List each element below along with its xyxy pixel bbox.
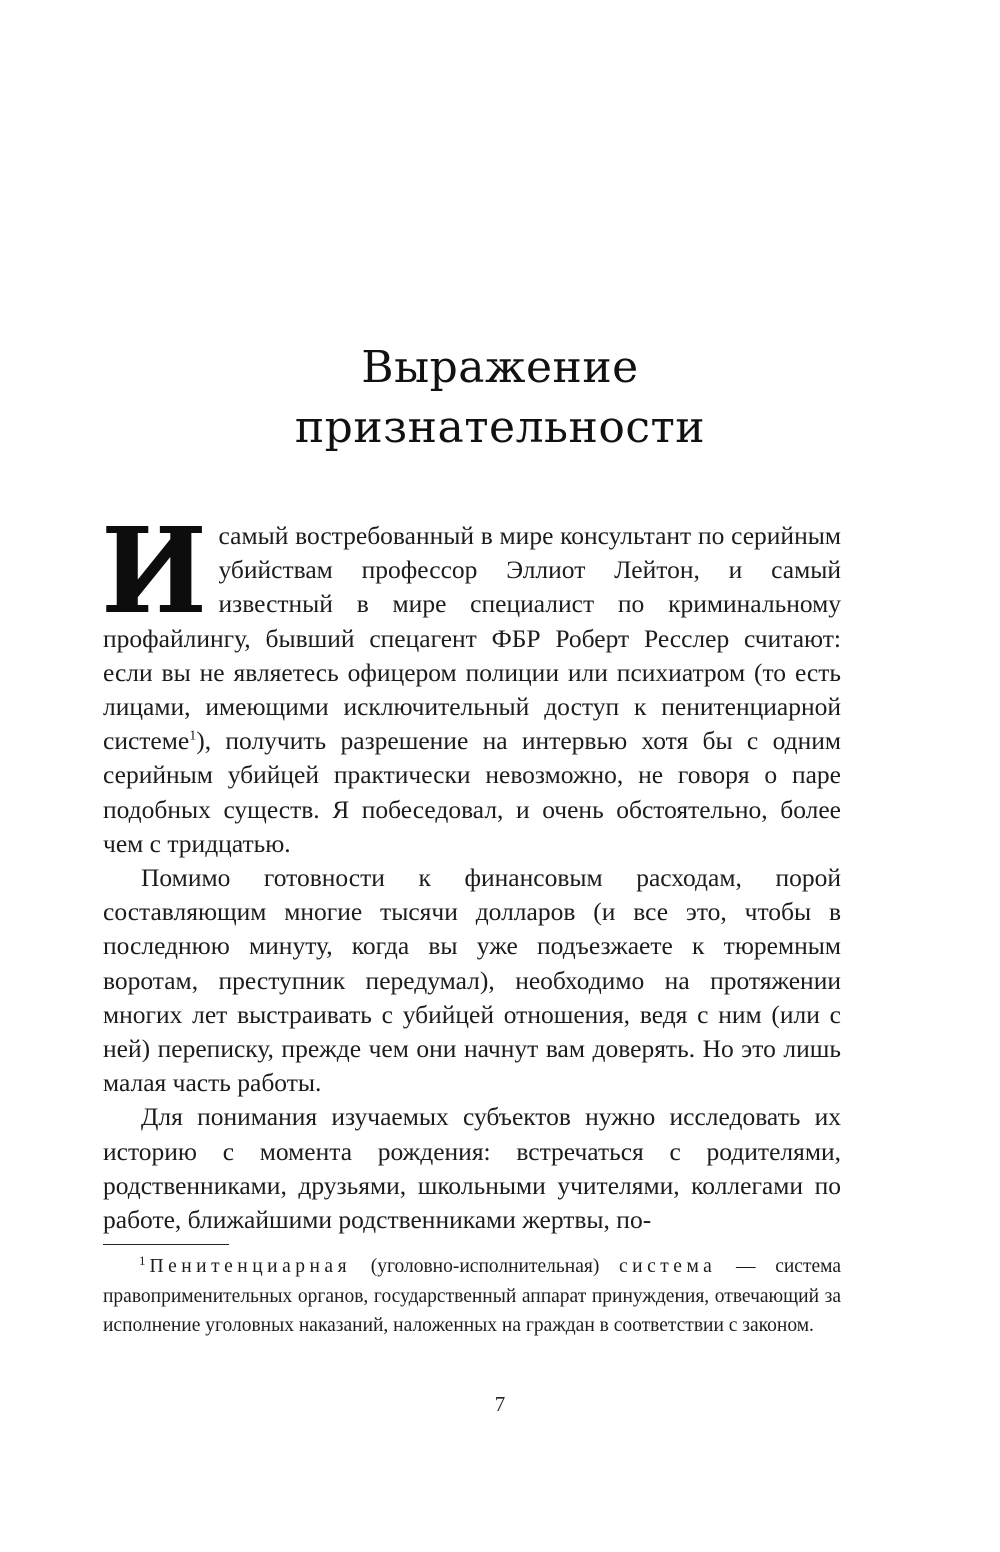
drop-cap: И — [101, 501, 207, 640]
paragraph-1-text-b: ), получить разрешение на интервью хотя бы с одним серийным убийцей практически невозможно, не говоря о паре подобных существ. Я побеседовал, и очень обстоятельно, более чем с тридцатью. — [103, 726, 841, 858]
page-number: 7 — [494, 1392, 506, 1416]
paragraph-2: Помимо готовности к финансовым расходам, порой составляющим многие тысячи долларов (и все это, чтобы в последнюю минуту, когда вы уже подъезжаете к тюремным воротам, преступник передумал), необходимо на протяжении многих лет выстраивать с убийцей отношения, ведя с ним (или с ней) переписку, прежде чем они начнут вам доверять. Но это лишь малая часть работы. — [103, 863, 841, 1098]
footnote-1 — [103, 1252, 841, 1341]
footnote-term-1: Пенитенциарная — [149, 1256, 352, 1277]
body-text — [101, 501, 841, 1237]
footnote-divider — [103, 1244, 229, 1245]
footnotes — [103, 1252, 841, 1341]
paragraph-1 — [101, 501, 841, 861]
chapter-title-line-1: Выражение — [361, 342, 639, 393]
footnote-term-2: система — [619, 1256, 717, 1277]
chapter-title — [0, 338, 1000, 458]
chapter-title-line-2: признательности — [294, 402, 706, 453]
footnote-middle: (уголовно-исполнительная) — [351, 1256, 620, 1277]
footnote-reference[interactable]: 1 — [189, 728, 197, 744]
footnote-number: 1 — [139, 1252, 146, 1268]
paragraph-3: Для понимания изучаемых субъектов нужно исследовать их историю с момента рождения: встречаться с родителями, родственниками, друзьями, школьными учителями, коллегами по работе, ближайшими родственниками жертвы, по- — [103, 1102, 841, 1235]
paragraph-1-text-a: самый востребованный в мире консультант по серийным убийствам профессор Эллиот Лейтон, и самый известный в мире специалист по криминальному профайлингу, бывший спецагент ФБР Роберт Ресслер считают: если вы не являетесь офицером полиции или психиатром (то есть лицами, имеющими исключительный доступ к пенитенциарной системе — [103, 521, 841, 756]
footnote-definition: — система правоприменительных органов, государственный аппарат принуждения, отвечающий за исполнение уголовных наказаний, наложенных на граждан в соответствии с законом. — [103, 1256, 841, 1336]
